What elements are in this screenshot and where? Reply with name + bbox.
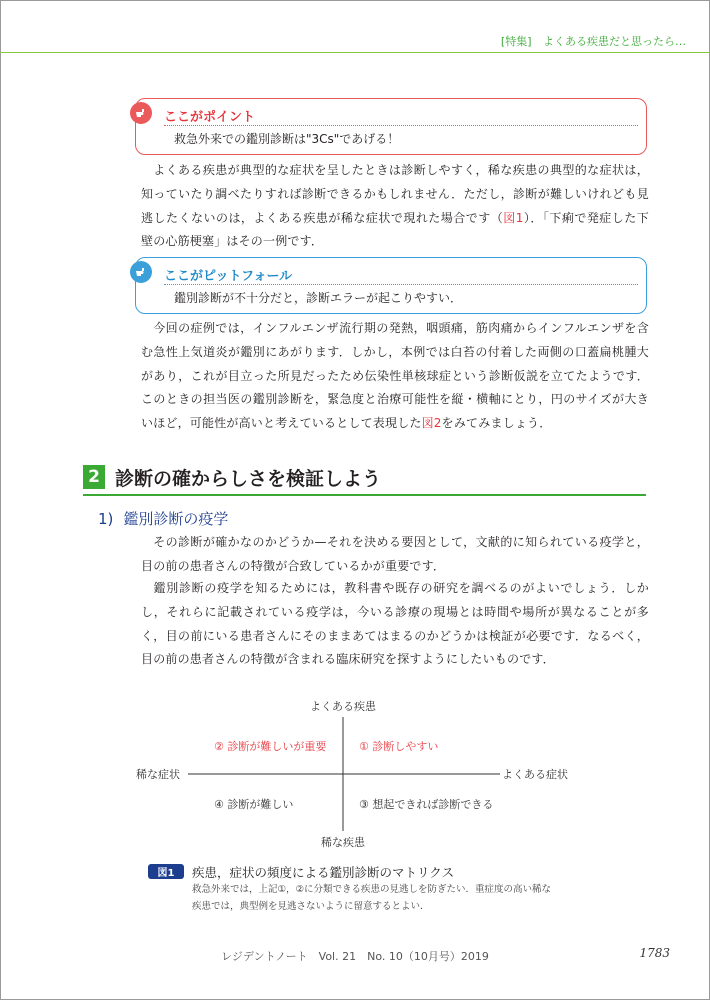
section-rule — [83, 494, 646, 496]
paragraph-2-text-a: 今回の症例では，インフルエンザ流行期の発熱，咽頭痛，筋肉痛からインフルエンザを含む急性上気道炎が鑑別にあがります．しかし，本例では白苔の付着した両側の口蓋扁桃腫大があり，これが目立った所見だったため伝染性単核球症という診断仮説を立てたようです．このときの担当医の鑑別診断を，緊急度と治療可能性を縦・横軸にとり，円のサイズが大きいほど，可能性が高いと考えているとして表現した — [141, 321, 649, 431]
quadrant-4-label: ④ 診断が難しい — [214, 798, 294, 811]
subsection-heading — [98, 508, 228, 529]
axis-bottom-label: 稀な疾患 — [321, 836, 365, 849]
figure-title: 疾患，症状の頻度による鑑別診断のマトリクス — [192, 865, 455, 880]
pitfall-divider — [164, 284, 638, 285]
figure-1-reference[interactable]: 図1 — [503, 210, 524, 225]
diagnosis-matrix — [130, 695, 590, 855]
paragraph-2 — [141, 317, 649, 436]
axis-right-label: よくある症状 — [502, 768, 568, 781]
subsection-number: 1) — [98, 510, 114, 528]
paragraph-2-text-b: をみてみましょう． — [441, 416, 552, 431]
subsection-title: 鑑別診断の疫学 — [123, 510, 229, 528]
running-header — [501, 33, 686, 49]
paragraph-3 — [141, 531, 649, 579]
point-text: 救急外来での鑑別診断は"3Cs"であげる！ — [174, 132, 400, 146]
paragraph-1-text-b: ）．「下痢で発症した下壁の心筋梗塞」はその一例です． — [141, 210, 649, 249]
point-divider — [164, 125, 638, 126]
figure-2-reference[interactable]: 図2 — [421, 416, 442, 431]
header-tag: [特集] — [500, 35, 532, 48]
pitfall-title: ここがピットフォール — [164, 269, 293, 284]
caption-line: 疾患では，典型例を見逃さないように留意するとよい． — [192, 901, 430, 912]
header-rule — [0, 52, 710, 53]
journal-footer: レジデントノート Vol. 21 No. 10（10月号）2019 — [221, 950, 489, 963]
page-number: 1783 — [639, 946, 670, 960]
paragraph-4 — [141, 577, 649, 672]
axis-top-label: よくある疾患 — [310, 700, 376, 713]
figure-caption — [192, 881, 572, 915]
header-title: よくある疾患だと思ったら… — [543, 35, 686, 48]
pointing-hand-icon — [130, 102, 152, 124]
pitfall-callout — [135, 257, 647, 314]
section-number-badge: 2 — [83, 465, 105, 489]
paragraph-1-text-a: よくある疾患が典型的な症状を呈したときは診断しやすく，稀な疾患の典型的な症状は，知っていたり調べたりすれば診断できるかもしれません．ただし，診断が難しいけれども見逃したくないのは，よくある疾患が稀な症状で現れた場合です（ — [141, 163, 649, 225]
point-title: ここがポイント — [164, 110, 256, 125]
quadrant-2-label: ② 診断が難しいが重要 — [214, 740, 327, 753]
point-callout — [135, 98, 647, 155]
paragraph-4-text: 鑑別診断の疫学を知るためには，教科書や既存の研究を調べるのがよいでしょう．しかし，それらに記載されている疫学は，今いる診療の現場とは時間や場所が異なることが多く，目の前にいる患者さんにそのままあてはまるのかどうかは検証が必要です．なるべく，目の前の患者さんの特徴が含まれる臨床研究を探すようにしたいものです． — [141, 581, 649, 667]
pitfall-text: 鑑別診断が不十分だと，診断エラーが起こりやすい． — [174, 291, 463, 305]
axis-left-label: 稀な症状 — [136, 768, 180, 781]
section-title: 診断の確からしさを検証しよう — [115, 468, 382, 490]
paragraph-1 — [141, 159, 649, 254]
caption-line: 救急外来では，上記①，②に分類できる疾患の見逃しを防ぎたい．重症度の高い稀な — [192, 884, 552, 895]
pointing-hand-icon — [130, 261, 152, 283]
figure-badge: 図1 — [148, 864, 184, 879]
paragraph-3-text: その診断が確かなのかどうか—それを決める要因として，文献的に知られている疫学と，目の前の患者さんの特徴が合致しているかが重要です． — [141, 535, 649, 573]
quadrant-1-label: ① 診断しやすい — [359, 740, 439, 753]
quadrant-3-label: ③ 想起できれば診断できる — [359, 798, 494, 811]
